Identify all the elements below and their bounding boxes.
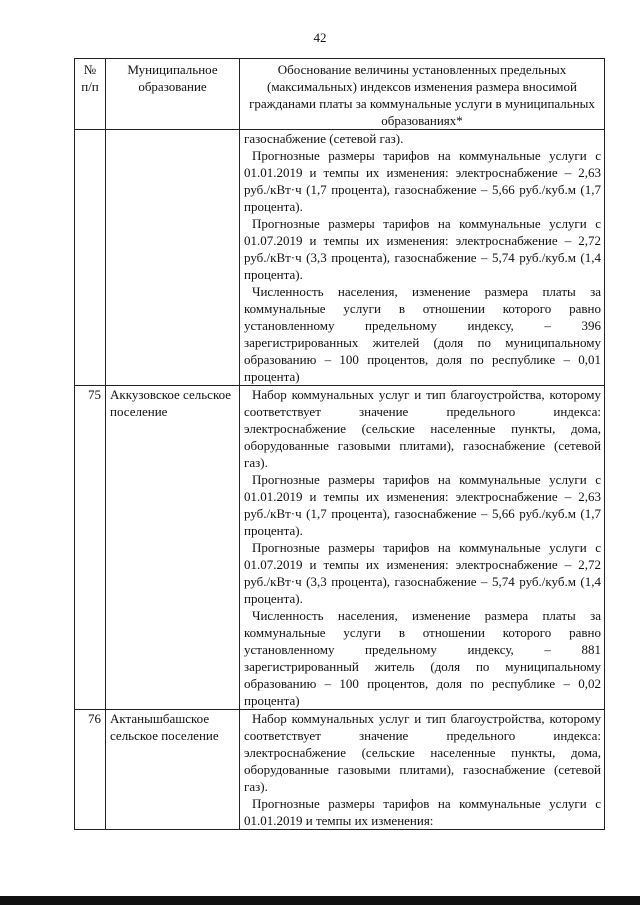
page-number: 42 xyxy=(313,30,327,45)
row-number: 75 xyxy=(75,386,106,710)
tariff-table xyxy=(74,58,605,830)
rationale-paragraph: газоснабжение (сетевой газ). xyxy=(244,131,404,146)
rationale-paragraph: Численность населения, изменение размера платы за коммунальные услуги в отношении которого равно установленному предельному индексу, – 881 зарегистрированный житель (доля по муниципальному образованию – 100 процентов, доля по республике – 0,02 процента) xyxy=(244,608,601,708)
row-number xyxy=(75,130,106,386)
row-municipality: Актанышбашское сельское поселение xyxy=(106,710,240,830)
row-municipality: Аккузовское сельское поселение xyxy=(106,386,240,710)
table-row xyxy=(75,130,605,386)
header-municipality: Муниципальное образование xyxy=(106,59,240,130)
header-rationale: Обоснование величины установленных предельных (максимальных) индексов изменения размера вносимой гражданами платы за коммунальные услуги в муниципальных образованиях* xyxy=(240,59,605,130)
table-header-row xyxy=(75,59,605,130)
rationale-paragraph: Набор коммунальных услуг и тип благоустройства, которому соответствует значение предельного индекса: электроснабжение (сельские населенные пункты, дома, оборудованные газовыми плитами), газоснабжение (сетевой газ). xyxy=(244,711,601,794)
rationale-paragraph: Прогнозные размеры тарифов на коммунальные услуги с 01.01.2019 и темпы их изменения: электроснабжение – 2,63 руб./кВт·ч (1,7 процента), газоснабжение – 5,66 руб./куб.м (1,7 процента). xyxy=(244,148,601,214)
rationale-paragraph: Прогнозные размеры тарифов на коммунальные услуги с 01.01.2019 и темпы их изменения: электроснабжение – 2,63 руб./кВт·ч (1,7 процента), газоснабжение – 5,66 руб./куб.м (1,7 процента). xyxy=(244,472,601,538)
row-rationale xyxy=(240,386,605,710)
table-row xyxy=(75,710,605,830)
scan-edge xyxy=(0,896,640,905)
header-num: № п/п xyxy=(75,59,106,130)
rationale-paragraph: Численность населения, изменение размера платы за коммунальные услуги в отношении которого равно установленному предельному индексу, – 396 зарегистрированных жителей (доля по муниципальному образованию – 100 процентов, доля по республике – 0,01 процента) xyxy=(244,284,601,384)
row-rationale xyxy=(240,130,605,386)
rationale-paragraph: Набор коммунальных услуг и тип благоустройства, которому соответствует значение предельного индекса: электроснабжение (сельские населенные пункты, дома, оборудованные газовыми плитами), газоснабжение (сетевой газ). xyxy=(244,387,601,470)
row-municipality xyxy=(106,130,240,386)
row-number: 76 xyxy=(75,710,106,830)
rationale-paragraph: Прогнозные размеры тарифов на коммунальные услуги с 01.07.2019 и темпы их изменения: электроснабжение – 2,72 руб./кВт·ч (3,3 процента), газоснабжение – 5,74 руб./куб.м (1,4 процента). xyxy=(244,216,601,282)
rationale-paragraph: Прогнозные размеры тарифов на коммунальные услуги с 01.01.2019 и темпы их изменения: xyxy=(244,796,601,828)
row-rationale xyxy=(240,710,605,830)
rationale-paragraph: Прогнозные размеры тарифов на коммунальные услуги с 01.07.2019 и темпы их изменения: электроснабжение – 2,72 руб./кВт·ч (3,3 процента), газоснабжение – 5,74 руб./куб.м (1,4 процента). xyxy=(244,540,601,606)
table-row xyxy=(75,386,605,710)
